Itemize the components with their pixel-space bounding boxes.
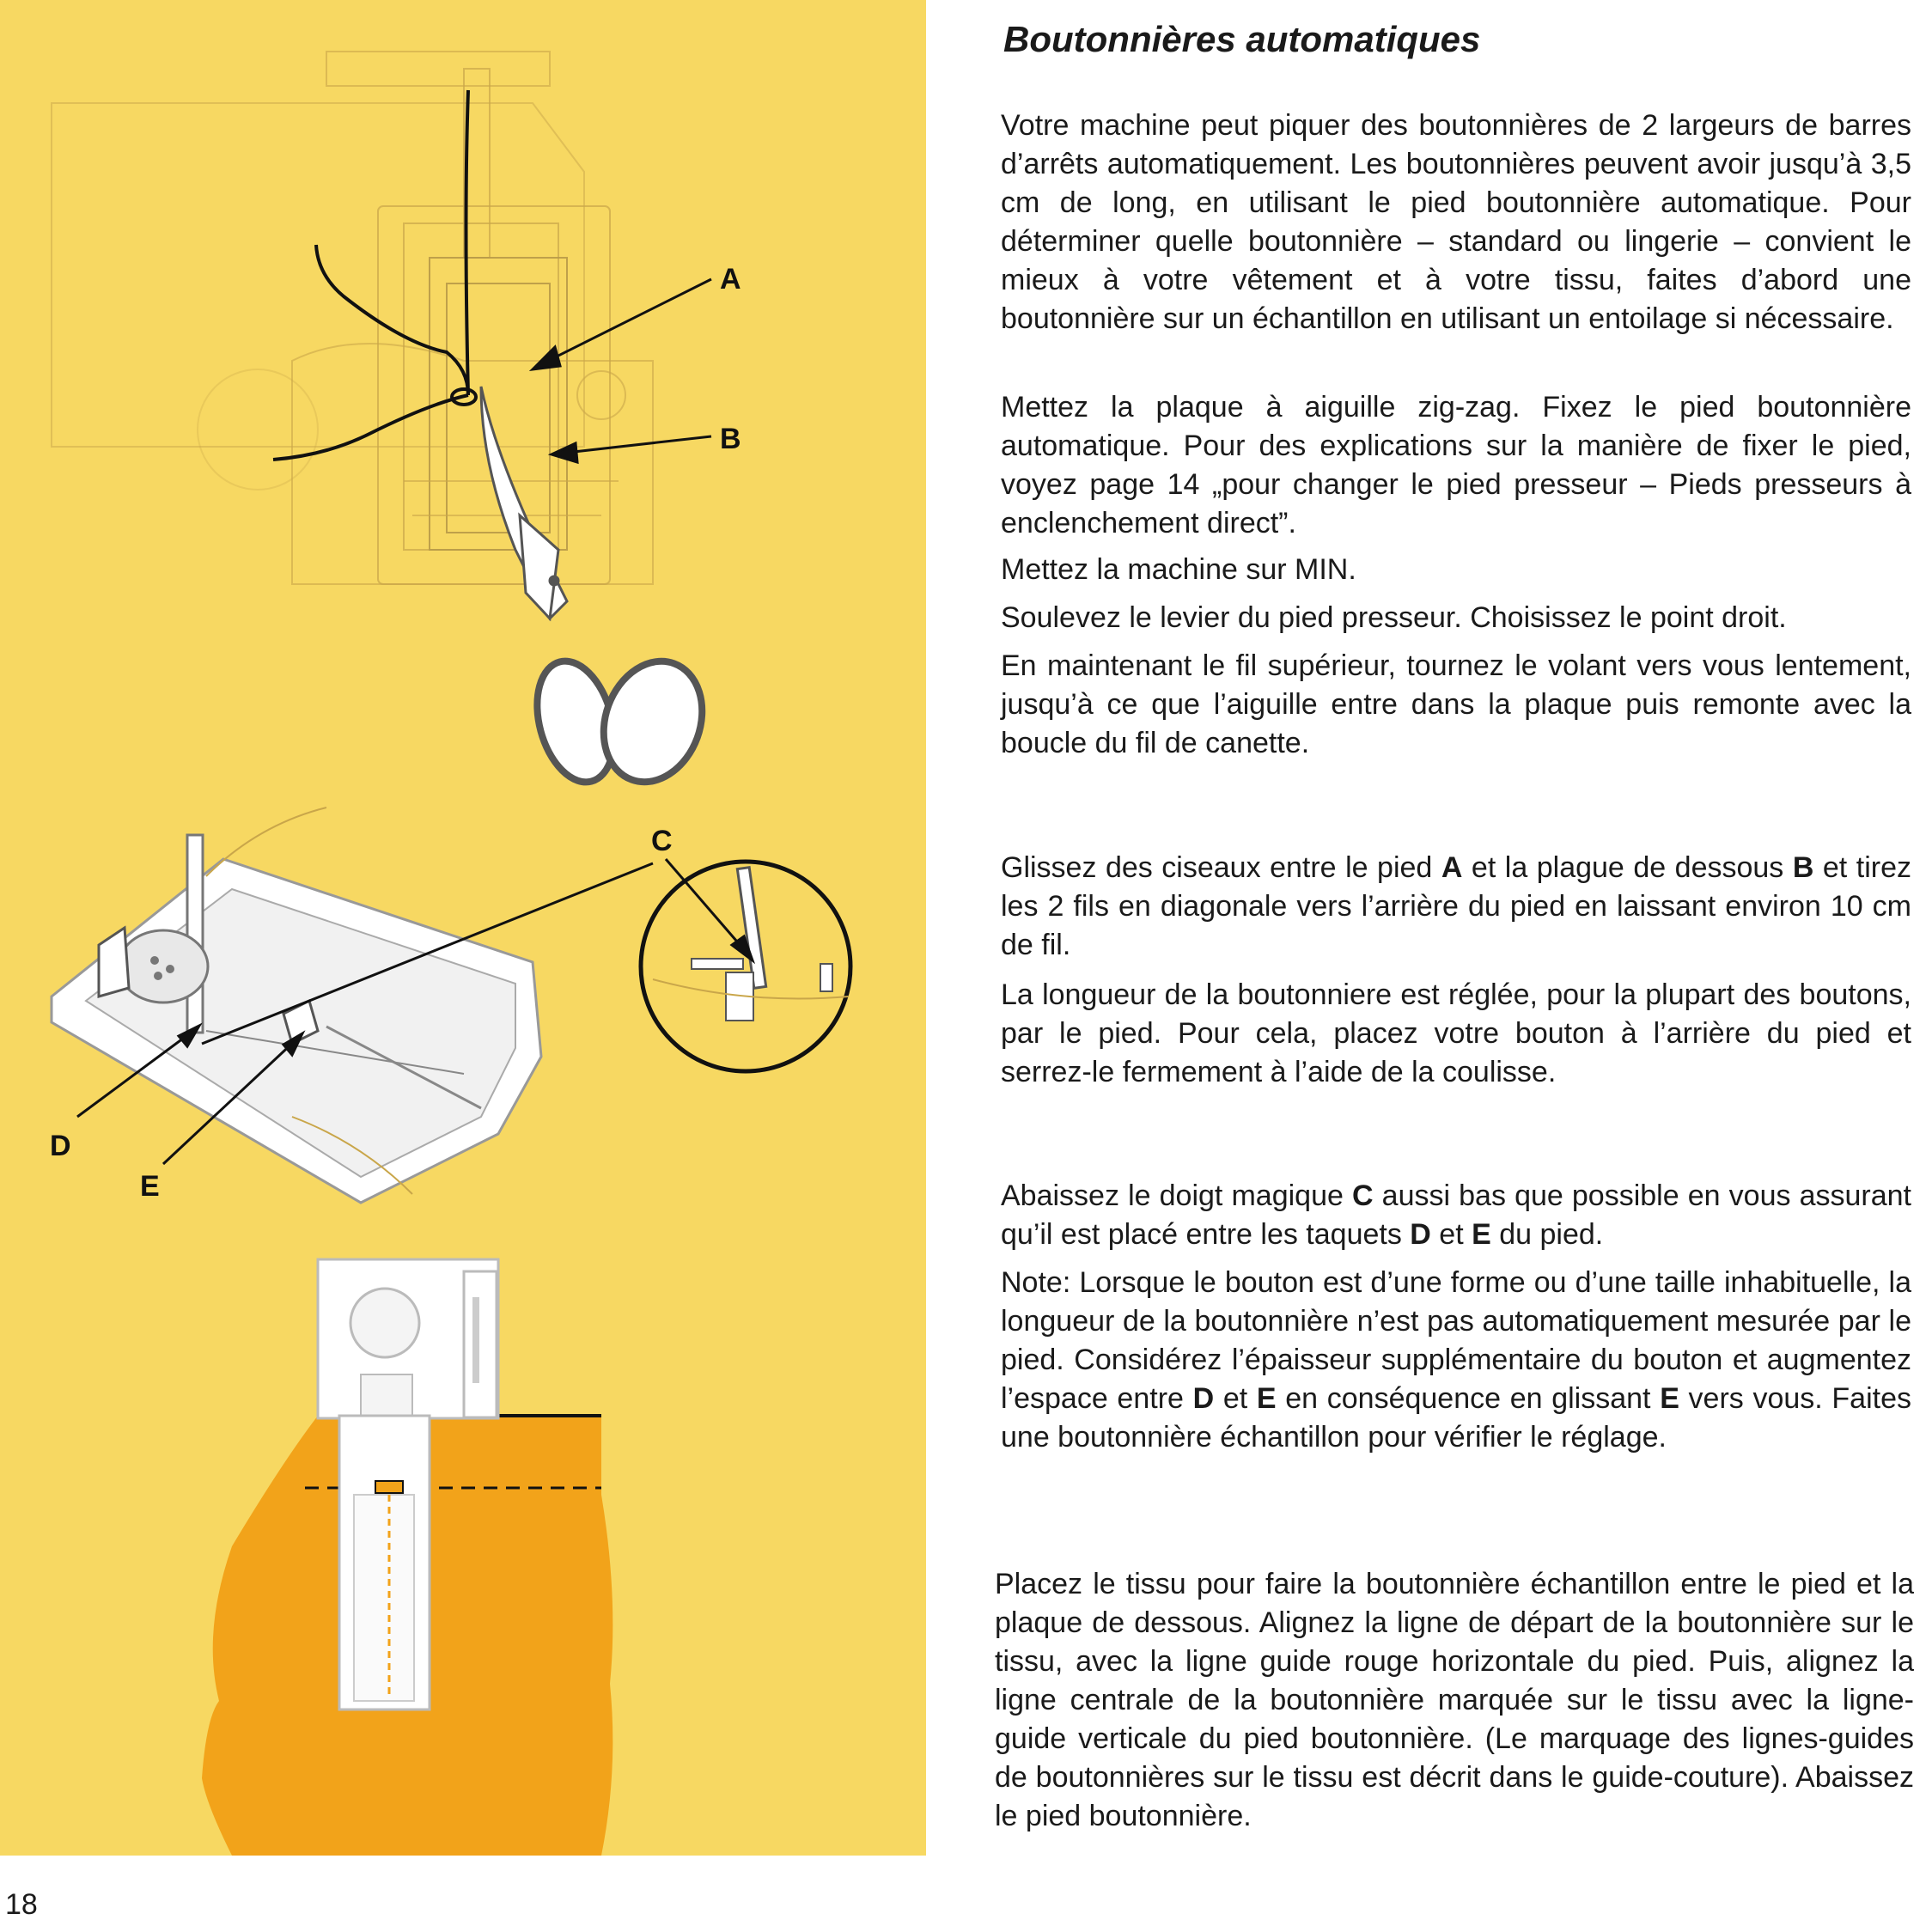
paragraph-intro: Votre machine peut piquer des boutonnières de 2 largeurs de barres d’arrêts automatiquement. Les boutonnières peuvent avoir jusqu’à 3,5 cm de long, en utilisant le pied boutonnière automatique. Pour déterminer quelle boutonnière – standard ou lingerie – convient le mieux à votre vêtement et à votre tissu, faites d’abord une boutonnière sur un échantillon en utilisant un entoilage si nécessaire. — [1001, 109, 1911, 335]
ref-a: A — [1441, 851, 1463, 884]
page-number: 18 — [5, 1888, 38, 1921]
text-run: et — [1430, 1218, 1472, 1251]
ref-e: E — [1256, 1382, 1277, 1415]
ref-e: E — [1660, 1382, 1679, 1415]
label-a: A — [720, 263, 741, 296]
pointer-a — [533, 279, 711, 369]
figure-threads — [273, 90, 476, 460]
label-d: D — [50, 1130, 71, 1162]
text-run: Glissez des ciseaux entre le pied — [1001, 851, 1441, 884]
figure-foot-on-fabric — [202, 1259, 613, 1856]
text-run: Abaissez le doigt magique — [1001, 1179, 1352, 1212]
paragraph-presser-foot: Mettez la plaque à aiguille zig-zag. Fixez le pied boutonnière automatique. Pour des explications sur la manière de fixer le pied, voyez page 14 „pour changer le pied presseur – Pieds presseurs à enclenchement direct”. — [1001, 391, 1911, 539]
text-run: et — [1214, 1382, 1257, 1415]
text-run: du pied. — [1490, 1218, 1604, 1251]
text-run: Note: Lorsque le bouton est d’une forme ou d’une taille inhabituelle, la longueur de la boutonnière n’est pas automatiquement mesurée par le pied. Considérez l’épaisseur supplémentaire du bouton et augmentez l’espace entre — [1001, 1266, 1911, 1415]
pointer-b — [552, 436, 711, 462]
text-run: vers vous. Faites une boutonnière échantillon pour vérifier le réglage. — [1001, 1382, 1911, 1454]
figure-inset-detail — [641, 862, 850, 1071]
text-run: aussi bas que possible en vous assurant qu’il est placé entre les taquets — [1001, 1179, 1912, 1251]
text-run: et la plague de dessous — [1462, 851, 1793, 884]
ref-e: E — [1472, 1218, 1491, 1251]
ref-d: D — [1410, 1218, 1431, 1251]
label-c: C — [651, 825, 673, 857]
illustration-panel — [0, 0, 926, 1856]
paragraph-magic-finger — [1001, 1177, 1911, 1254]
paragraph-machine-min: Mettez la machine sur MIN. — [1001, 553, 1356, 586]
ref-d: D — [1192, 1382, 1215, 1415]
label-e: E — [140, 1170, 160, 1203]
text-run: et tirez les 2 fils en diagonale vers l’arrière du pied en laissant environ 10 cm de fil. — [1001, 851, 1911, 961]
figure-machine-scissors — [52, 52, 653, 584]
paragraph-length: La longueur de la boutonniere est réglée, pour la plupart des boutons, par le pied. Pour cela, placez votre bouton à l’arrière du pied et serrez-le fermement à l’aide de la coulisse. — [1001, 978, 1911, 1088]
paragraph-handwheel: En maintenant le fil supérieur, tournez le volant vers vous lentement, jusqu’à ce que l’aiguille entre dans la plaque puis remonte avec la boucle du fil de canette. — [1001, 649, 1911, 759]
label-b: B — [720, 423, 741, 455]
paragraph-fabric-placement: Placez le tissu pour faire la boutonnière échantillon entre le pied et la plaque de dessous. Alignez la ligne de départ de la boutonnière sur le tissu, avec la ligne guide rouge horizontale du pied. Puis, alignez la ligne centrale de la boutonnière marquée sur le tissu avec la ligne-guide verticale du pied boutonnière. (Le marquage des lignes-guides de boutonnières sur le tissu est décrit dans le guide-couture). Abaissez le pied boutonnière. — [995, 1568, 1914, 1832]
paragraph-scissors — [1001, 849, 1911, 965]
ref-b: B — [1792, 851, 1814, 884]
ref-c: C — [1352, 1179, 1374, 1212]
text-run: en conséquence en glissant — [1276, 1382, 1661, 1415]
paragraph-note — [1001, 1264, 1911, 1457]
paragraph-straight-stitch: Soulevez le levier du pied presseur. Choisissez le point droit. — [1001, 601, 1787, 634]
page-title: Boutonnières automatiques — [1003, 19, 1481, 59]
illustrations — [0, 0, 926, 1856]
